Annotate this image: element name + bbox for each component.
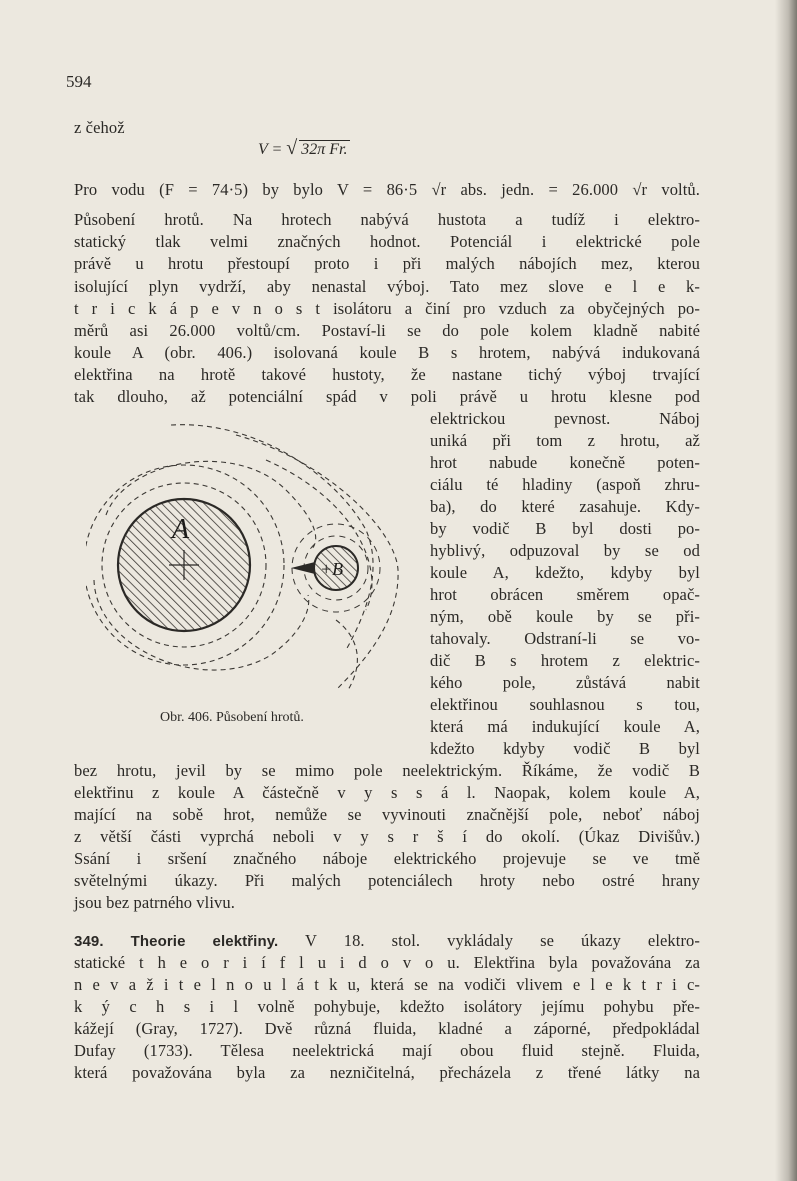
formula [258,137,350,160]
text-line: ciálu té hladiny (aspoň zhru- [430,475,700,494]
figure-406 [86,420,424,710]
text-line: hrot nabude konečně poten- [430,453,700,472]
text-line: t r i c k á p e v n o s t isolátoru a činí pro vzduch za obyčejných po- [74,299,700,318]
text-line: statické t h e o r i í f l u i d o v o u. Elektřina byla považována za [74,953,700,972]
sphere-a-label: A [172,514,190,545]
text-line: měrů asi 26.000 voltů/cm. Postaví-li se do pole kolem kladně nabité [74,321,700,340]
text-line: ba), do které zasahuje. Kdy- [430,497,700,516]
formula-radicand: 32π Fr. [301,141,348,158]
text-line: koule A, kdežto, kdyby byl [430,563,700,582]
text-line: z větší části vyprchá neboli v y s r š í do okolí. (Úkaz Divišův.) [74,827,700,846]
text-line: tak dlouho, až potenciální spád v poli právě u hrotu klesne pod [74,387,700,406]
text-line: elektřina na hrotě takové hustoty, že nastane tichý výboj trvající [74,365,700,384]
text-line: elektřinu z koule A částečně v y s s á l. Naopak, kolem koule A, [74,783,700,802]
section-heading: 349. Theorie elektřiny. [74,933,279,950]
text-line: mající na sobě hrot, nemůže se vyvinouti značnější pole, neboť náboj [74,805,700,824]
text-line: jsou bez patrného vlivu. [74,893,235,912]
sphere-b-label: +B [320,559,344,579]
text-line: elektřinou souhlasnou s tou, [430,695,700,714]
text-line: isolující plyn vydrží, aby nenastal výboj. Tato mez slove e l e k- [74,277,700,296]
text-line: světelnými úkazy. Při malých potenciálech hroty nebo ostré hrany [74,871,700,890]
text-line: n e v a ž i t e l n o u l á t k u, která se na vodiči vlivem e l e k t r i c- [74,975,700,994]
text-line: tahovaly. Odstraní-li se vo- [430,629,700,648]
text-line: Dufay (1733). Tělesa neelektrická mají obou fluid stejně. Fluida, [74,1041,700,1060]
text-run: V 18. stol. vykládaly se úkazy elektro- [278,931,701,950]
text-line: elektrickou pevnost. Náboj [430,409,700,428]
point-tip [291,562,315,574]
formula-prefix: V = [258,141,283,158]
text-line: k ý c h s i l volně pohybuje, kdežto isolátory jejímu pohybu pře- [74,997,700,1016]
text-line: hyblivý, odpuzoval by se od [430,541,700,560]
text-line: uniká při tom z hrotu, až [430,431,700,450]
text-line: kážejí (Gray, 1727). Dvě různá fluida, kladné a záporné, předpokládal [74,1019,700,1038]
text-line: ným, obě koule by se při- [430,607,700,626]
figure-caption: Obr. 406. Působení hrotů. [160,710,304,725]
text-line: by vodič B byl dosti po- [430,519,700,538]
text-line: hrot obrácen směrem opač- [430,585,700,604]
text-line: z čehož [74,118,125,137]
text-line: kého pole, zůstává nabit [430,673,700,692]
text-line: která má indukující koule A, [430,717,700,736]
text-line: koule A (obr. 406.) isolovaná koule B s hrotem, nabývá indukovaná [74,343,700,362]
text-line: kdežto kdyby vodič B byl [430,739,700,758]
text-line: bez hrotu, jevil by se mimo pole neelektrickým. Říkáme, že vodič B [74,761,700,780]
text-line: právě u hrotu přestoupí proto i při malých nábojích mez, kterou [74,254,700,273]
text-line: dič B s hrotem z elektric- [430,651,700,670]
text-line: Ssání i sršení značného náboje elektrického projevuje se ve tmě [74,849,700,868]
text-line: Pro vodu (F = 74·5) by bylo V = 86·5 √r abs. jedn. = 26.000 √r voltů. [74,180,700,199]
text-line: statický tlak velmi značných hodnot. Potenciál i elektrické pole [74,232,700,251]
root-sign-icon: √ [286,137,298,159]
text-line: která považována byla za nezničitelná, přecházela z třené látky na [74,1063,700,1082]
text-line: Působení hrotů. Na hrotech nabývá hustota a tudíž i elektro- [74,210,700,229]
section-line [74,931,700,952]
page-edge-shadow [775,0,797,1181]
page-number: 594 [66,72,92,91]
